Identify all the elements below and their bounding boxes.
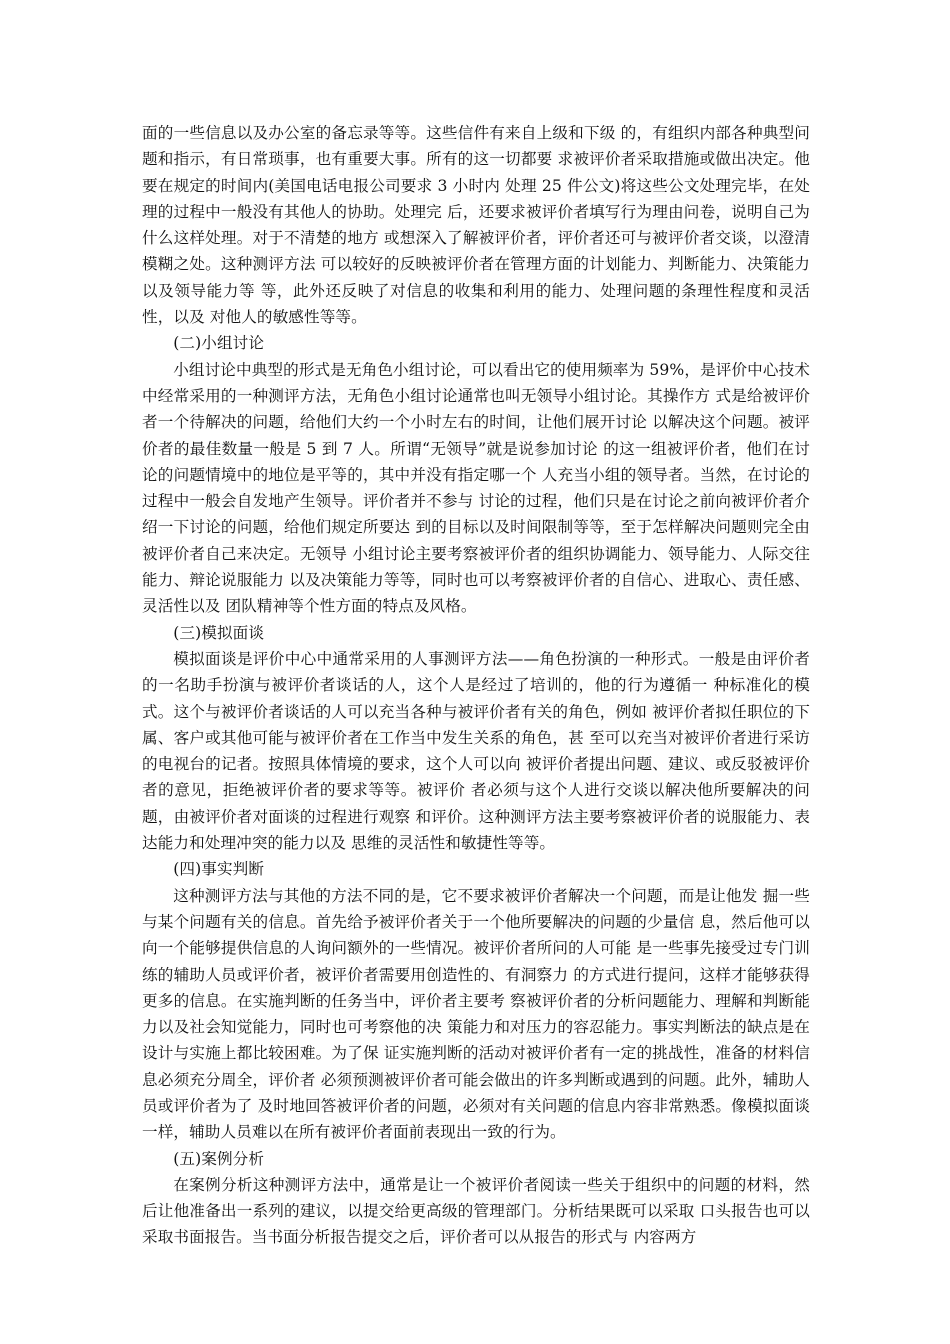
section-heading-case-analysis: (五)案例分析 bbox=[173, 1149, 265, 1168]
section-heading-mock-interview: (三)模拟面谈 bbox=[173, 623, 265, 642]
document-body bbox=[142, 120, 810, 1251]
paragraph-group-discussion: 小组讨论中典型的形式是无角色小组讨论，可以看出它的使用频率为 59%，是评价中心技术中经常采用的一种测评方法，无角色小组讨论通常也叫无领导小组讨论。其操作方 式是给被评价者一个待解决的问题，给他们大约一个小时左右的时间，让他们展开讨论 以解决这个问题。被评价者的最佳数量一般是 5 到 7 人。所谓“无领导”就是说参加讨论 的这一组被评价者，他们在讨论的问题情境中的地位是平等的，其中并没有指定哪一个 人充当小组的领导者。当然，在讨论的过程中一般会自发地产生领导。评价者并不参与 讨论的过程，他们只是在讨论之前向被评价者介绍一下讨论的问题，给他们规定所要达 到的目标以及时间限制等等，至于怎样解决问题则完全由被评价者自己来决定。无领导 小组讨论主要考察被评价者的组织协调能力、领导能力、人际交往能力、辩论说服能力 以及决策能力等等，同时也可以考察被评价者的自信心、进取心、责任感、灵活性以及 团队精神等个性方面的特点及风格。 bbox=[142, 360, 810, 616]
paragraph-fact-finding: 这种测评方法与其他的方法不同的是，它不要求被评价者解决一个问题，而是让他发 掘一些与某个问题有关的信息。首先给予被评价者关于一个他所要解决的问题的少量信 息，然后他可以向一个能够提供信息的人询问额外的一些情况。被评价者所问的人可能 是一些事先接受过专门训练的辅助人员或评价者，被评价者需要用创造性的、有洞察力 的方式进行提问，这样才能够获得更多的信息。在实施判断的任务当中，评价者主要考 察被评价者的分析问题能力、理解和判断能力以及社会知觉能力，同时也可考察他的决 策能力和对压力的容忍能力。事实判断法的缺点是在设计与实施上都比较困难。为了保 证实施判断的活动对被评价者有一定的挑战性，准备的材料信息必须充分周全，评价者 必须预测被评价者可能会做出的许多判断或遇到的问题。此外，辅助人员或评价者为了 及时地回答被评价者的问题，必须对有关问题的信息内容非常熟悉。像模拟面谈一样，辅助人员难以在所有被评价者面前表现出一致的行为。 bbox=[142, 886, 810, 1142]
section-heading-group-discussion: (二)小组讨论 bbox=[173, 334, 265, 353]
paragraph-mock-interview: 模拟面谈是评价中心中通常采用的人事测评方法——角色扮演的一种形式。一般是由评价者的一名助手扮演与被评价者谈话的人，这个人是经过了培训的，他的行为遵循一 种标准化的模式。这个与被评价者谈话的人可以充当各种与被评价者有关的角色，例如 被评价者拟任职位的下属、客户或其他可能与被评价者在工作当中发生关系的角色，甚 至可以充当对被评价者进行采访的电视台的记者。按照具体情境的要求，这个人可以向 被评价者提出问题、建议、或反驳被评价者的意见，拒绝被评价者的要求等等。被评价 者必须与这个人进行交谈以解决他所要解决的问题，由被评价者对面谈的过程进行观察 和评价。这种测评方法主要考察被评价者的说服能力、表达能力和处理冲突的能力以及 思维的灵活性和敏捷性等等。 bbox=[142, 649, 810, 853]
section-heading-fact-finding: (四)事实判断 bbox=[173, 860, 265, 879]
paragraph-in-basket-continued: 面的一些信息以及办公室的备忘录等等。这些信件有来自上级和下级 的，有组织内部各种典型问题和指示，有日常琐事，也有重要大事。所有的这一切都要 求被评价者采取措施或做出决定。他要在规定的时间内(美国电话电报公司要求 3 小时内 处理 25 件公文)将这些公文处理完毕，在处理的过程中一般没有其他人的协助。处理完 后，还要求被评价者填写行为理由问卷，说明自己为什么这样处理。对于不清楚的地方 或想深入了解被评价者，评价者还可与被评价者交谈，以澄清模糊之处。这种测评方法 可以较好的反映被评价者在管理方面的计划能力、判断能力、决策能力以及领导能力等 等，此外还反映了对信息的收集和利用的能力、处理问题的条理性程度和灵活性，以及 对他人的敏感性等等。 bbox=[142, 124, 810, 327]
paragraph-case-analysis: 在案例分析这种测评方法中，通常是让一个被评价者阅读一些关于组织中的问题的材料，然后让他准备出一系列的建议，以提交给更高级的管理部门。分析结果既可以采取 口头报告也可以采取书面报告。当书面分析报告提交之后，评价者可以从报告的形式与 内容两方 bbox=[142, 1175, 810, 1247]
